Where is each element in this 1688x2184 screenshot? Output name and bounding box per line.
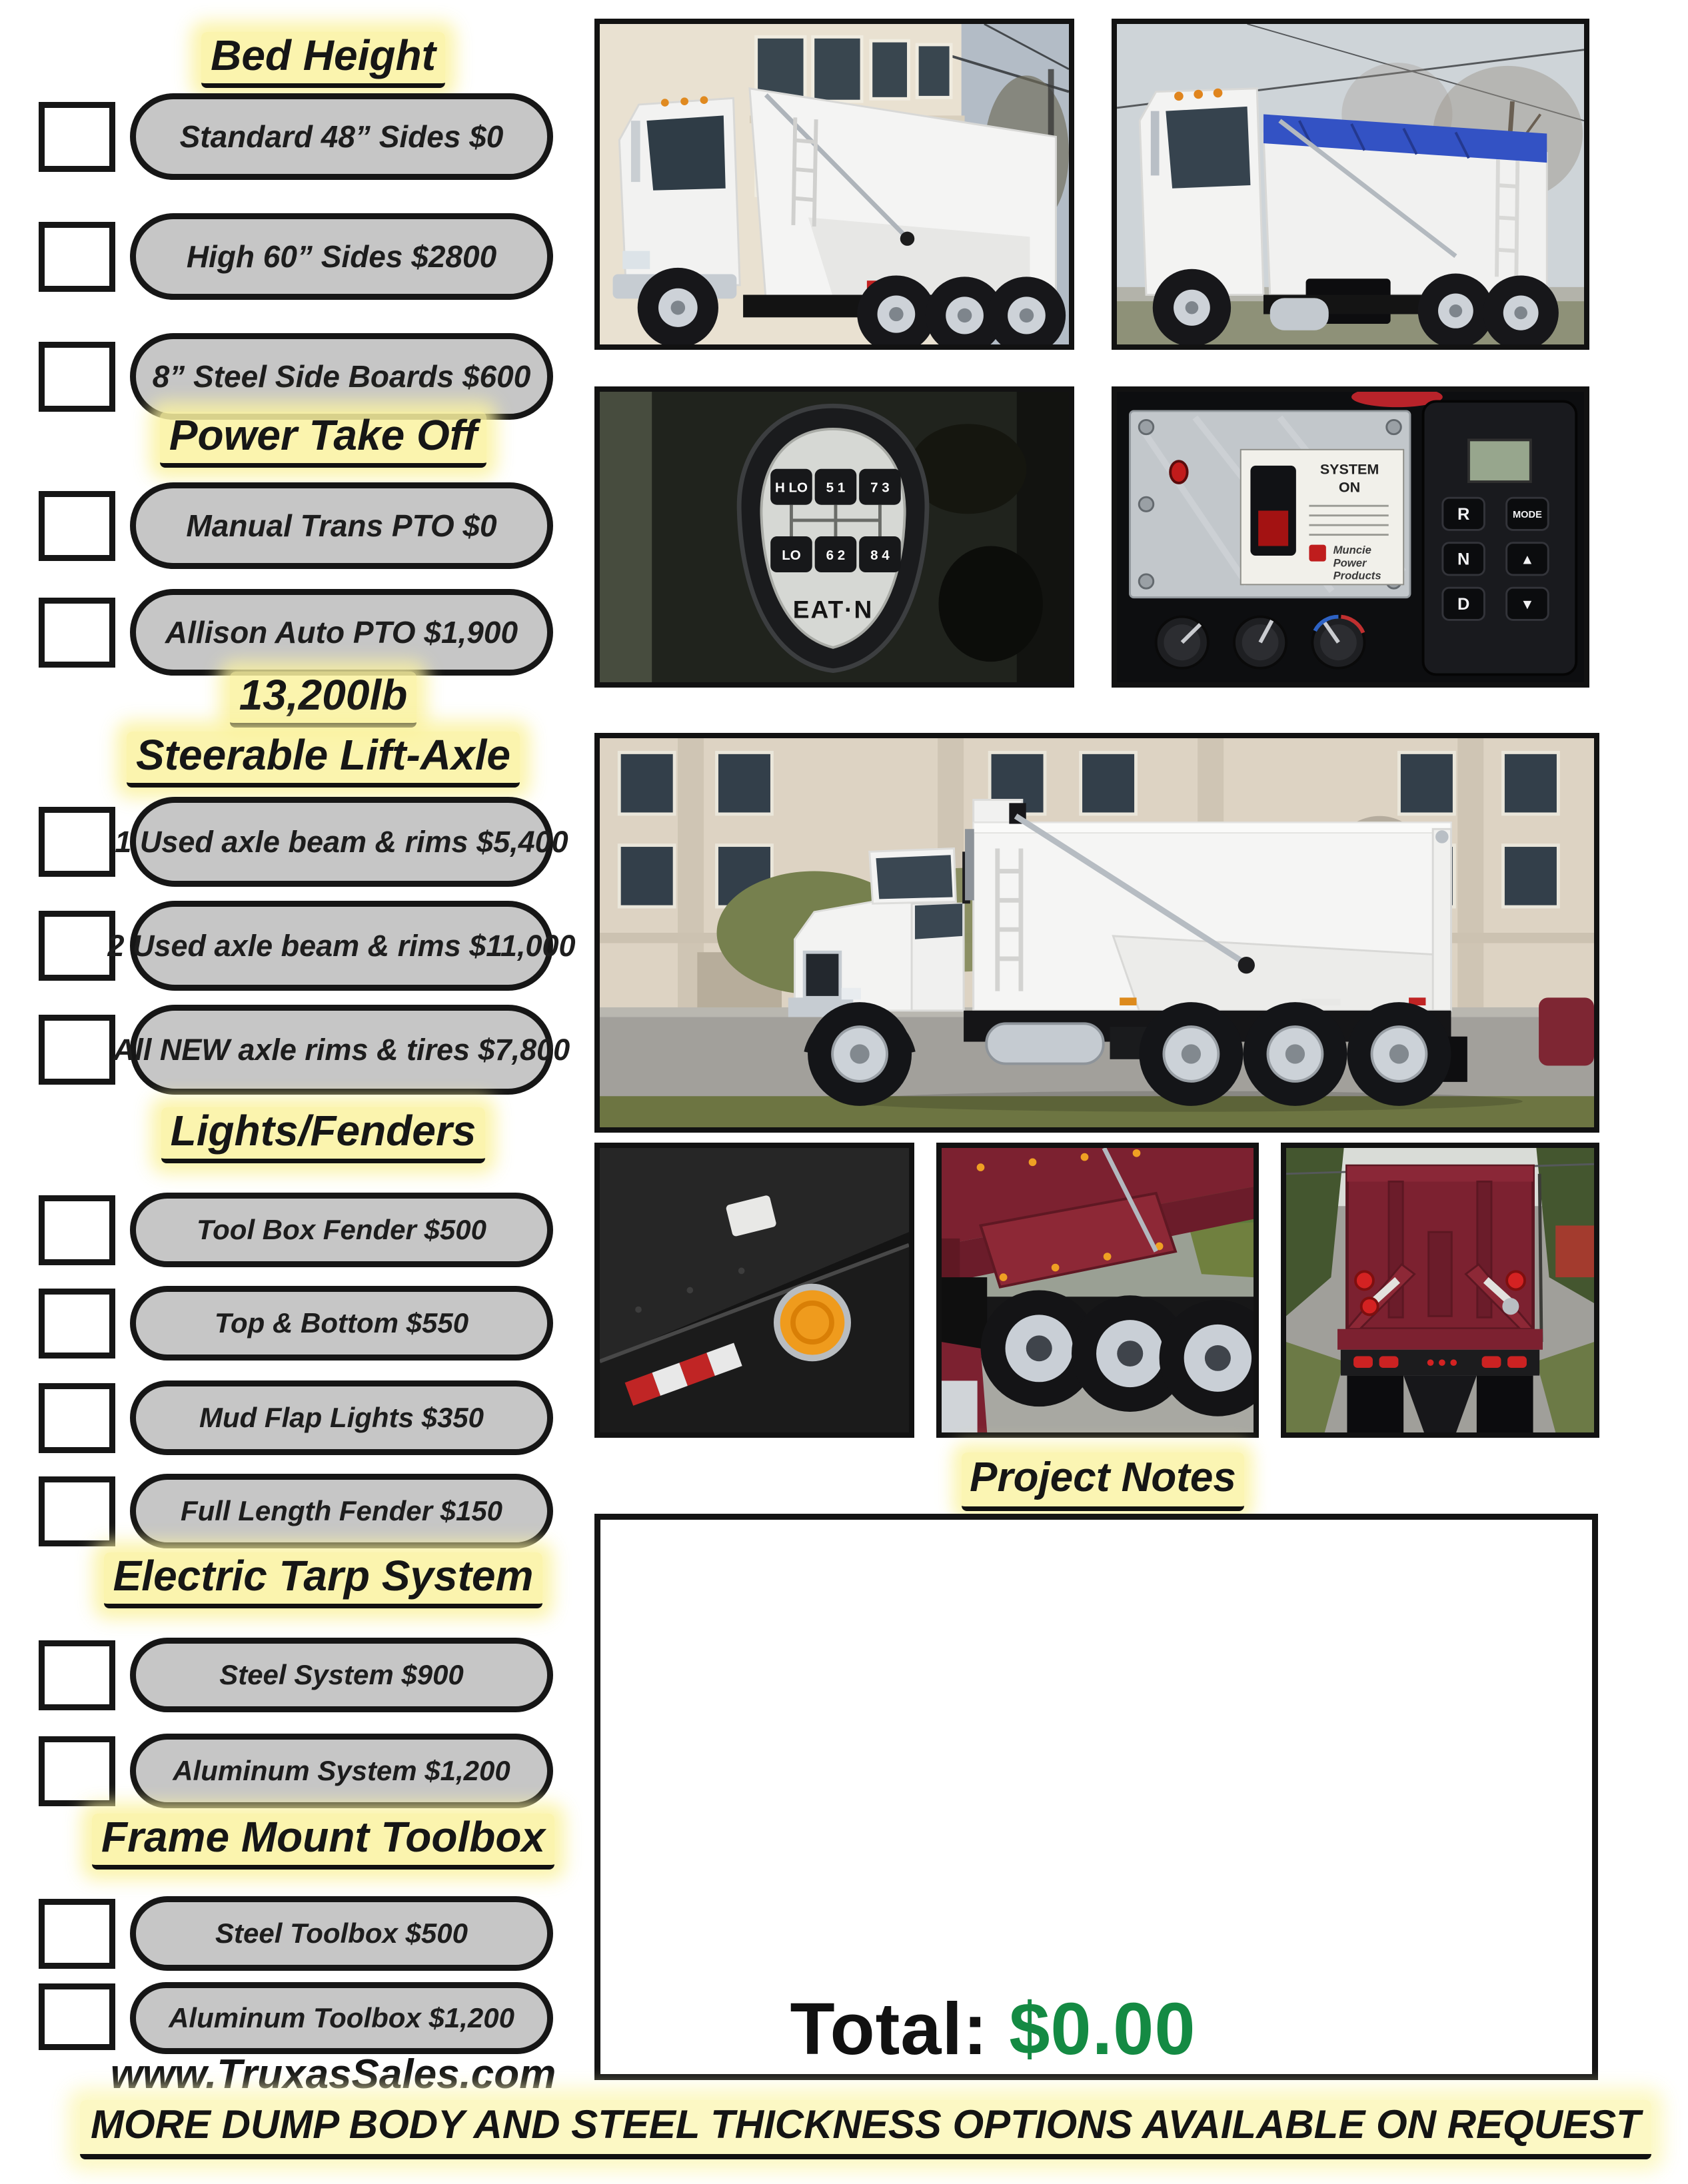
- shift-console: [1423, 401, 1577, 674]
- svg-text:LO: LO: [782, 548, 801, 563]
- section-title-electric-tarp: Electric Tarp System: [57, 1552, 590, 1608]
- wheels: [981, 1291, 1254, 1416]
- checkbox-aluminum-tarp-system[interactable]: [39, 1736, 115, 1806]
- option-pill-aluminum-tarp-system: Aluminum System $1,200: [130, 1734, 553, 1808]
- total-value: $0.00: [1009, 1988, 1196, 2070]
- option-pill-all-new-axle: All NEW axle rims & tires $7,800: [130, 1005, 553, 1095]
- checkbox-2-used-axle[interactable]: [39, 911, 115, 981]
- fuel-tank: [986, 1023, 1104, 1063]
- option-pill-top-bottom: Top & Bottom $550: [130, 1286, 553, 1361]
- section-title-lift-axle-line1: 13,200lb: [57, 672, 590, 728]
- checkbox-mud-flap-lights[interactable]: [39, 1383, 115, 1453]
- svg-text:8 4: 8 4: [870, 548, 890, 563]
- checkbox-all-new-axle[interactable]: [39, 1015, 115, 1085]
- checkbox-top-bottom[interactable]: [39, 1289, 115, 1359]
- svg-text:Products: Products: [1333, 570, 1381, 582]
- muncie-logo: [1309, 545, 1325, 562]
- svg-text:R: R: [1457, 505, 1470, 524]
- footer-banner: MORE DUMP BODY AND STEEL THICKNESS OPTIONS AVAILABLE ON REQUEST: [80, 2100, 1606, 2159]
- photo-white-truck-front: [594, 19, 1074, 350]
- photo-white-truck-tarp: [1112, 19, 1589, 350]
- section-title-power-take-off: Power Take Off: [57, 412, 590, 468]
- svg-text:▼: ▼: [1520, 596, 1535, 613]
- section-title-frame-toolbox: Frame Mount Toolbox: [57, 1814, 590, 1870]
- white-truck-side-illustration: [600, 738, 1594, 1127]
- checkbox-manual-trans-pto[interactable]: [39, 491, 115, 561]
- black-fender-illustration: [600, 1148, 909, 1432]
- option-pill-standard-48-sides: Standard 48” Sides $0: [130, 93, 553, 180]
- checkbox-allison-auto-pto[interactable]: [39, 598, 115, 668]
- photo-muncie-pto-panel: [1112, 386, 1589, 688]
- svg-text:5 1: 5 1: [826, 480, 846, 496]
- option-pill-full-length-fender: Full Length Fender $150: [130, 1474, 553, 1548]
- checkbox-full-length-fender[interactable]: [39, 1476, 115, 1546]
- truck-cab: [1140, 89, 1264, 295]
- option-pill-manual-trans-pto: Manual Trans PTO $0: [130, 482, 553, 569]
- lcd-display: [1469, 440, 1531, 482]
- svg-text:ON: ON: [1338, 479, 1361, 496]
- option-pill-aluminum-toolbox: Aluminum Toolbox $1,200: [130, 1982, 553, 2054]
- checkbox-1-used-axle[interactable]: [39, 807, 115, 877]
- option-pill-1-used-axle: 1 Used axle beam & rims $5,400: [130, 797, 553, 887]
- checkbox-steel-toolbox[interactable]: [39, 1899, 115, 1969]
- option-pill-steel-toolbox: Steel Toolbox $500: [130, 1896, 553, 1971]
- eaton-logo: EAT·N: [792, 596, 874, 624]
- svg-text:D: D: [1457, 595, 1470, 614]
- section-title-lift-axle-line2: Steerable Lift-Axle: [57, 732, 590, 788]
- option-pill-mud-flap-lights: Mud Flap Lights $350: [130, 1380, 553, 1455]
- option-pill-allison-auto-pto: Allison Auto PTO $1,900: [130, 589, 553, 676]
- svg-text:MODE: MODE: [1512, 510, 1542, 521]
- checkbox-high-60-sides[interactable]: [39, 222, 115, 292]
- red-dump-rear-illustration: [1286, 1148, 1594, 1432]
- red-car: [1539, 997, 1594, 1065]
- checkbox-aluminum-toolbox[interactable]: [39, 1983, 115, 2050]
- option-pill-2-used-axle: 2 Used axle beam & rims $11,000: [130, 901, 553, 991]
- hvac-knobs[interactable]: [1156, 617, 1365, 668]
- shift-knob-illustration: [600, 392, 1069, 682]
- svg-text:Muncie: Muncie: [1333, 544, 1371, 557]
- svg-text:Power: Power: [1333, 557, 1367, 570]
- white-truck-front-illustration: [600, 24, 1069, 344]
- amber-marker-light: [777, 1287, 848, 1359]
- rear-frame: [1341, 1350, 1539, 1432]
- section-title-lights-fenders: Lights/Fenders: [57, 1107, 590, 1163]
- svg-text:7 3: 7 3: [870, 480, 890, 496]
- svg-text:N: N: [1457, 550, 1470, 569]
- option-pill-steel-tarp-system: Steel System $900: [130, 1638, 553, 1712]
- checkbox-steel-side-boards[interactable]: [39, 342, 115, 412]
- total-line: [660, 1987, 1326, 2071]
- photo-white-truck-side: [594, 733, 1599, 1133]
- website-link[interactable]: www.TruxasSales.com: [110, 2051, 556, 2097]
- pto-panel-illustration: [1117, 392, 1584, 682]
- mud-flap-right: [1477, 1376, 1533, 1432]
- project-notes-title: Project Notes: [836, 1452, 1369, 1511]
- mud-flap-left: [1347, 1376, 1403, 1432]
- white-truck-tarp-illustration: [1117, 24, 1584, 344]
- option-pill-high-60-sides: High 60” Sides $2800: [130, 213, 553, 300]
- section-title-bed-height: Bed Height: [57, 32, 590, 88]
- svg-text:H LO: H LO: [774, 480, 808, 496]
- red-dump-side-illustration: [942, 1148, 1254, 1432]
- photo-red-dump-rear: [1281, 1143, 1599, 1438]
- truck-bed: [974, 800, 1451, 1010]
- svg-text:▲: ▲: [1520, 551, 1535, 568]
- photo-eaton-shift-knob: [594, 386, 1074, 688]
- option-pill-steel-side-boards: 8” Steel Side Boards $600: [130, 333, 553, 420]
- option-pill-tool-box-fender: Tool Box Fender $500: [130, 1193, 553, 1267]
- rear-body: [1347, 1166, 1533, 1329]
- shift-pattern: [770, 469, 901, 572]
- total-label: Total:: [790, 1988, 988, 2070]
- svg-text:SYSTEM: SYSTEM: [1319, 461, 1379, 478]
- indicator-led: [1170, 461, 1187, 483]
- checkbox-steel-tarp-system[interactable]: [39, 1640, 115, 1710]
- checkbox-standard-48-sides[interactable]: [39, 102, 115, 172]
- svg-text:6 2: 6 2: [826, 548, 846, 563]
- checkbox-tool-box-fender[interactable]: [39, 1195, 115, 1265]
- photo-black-fender-light: [594, 1143, 914, 1438]
- system-label: [1241, 450, 1403, 585]
- photo-red-dump-side: [936, 1143, 1259, 1438]
